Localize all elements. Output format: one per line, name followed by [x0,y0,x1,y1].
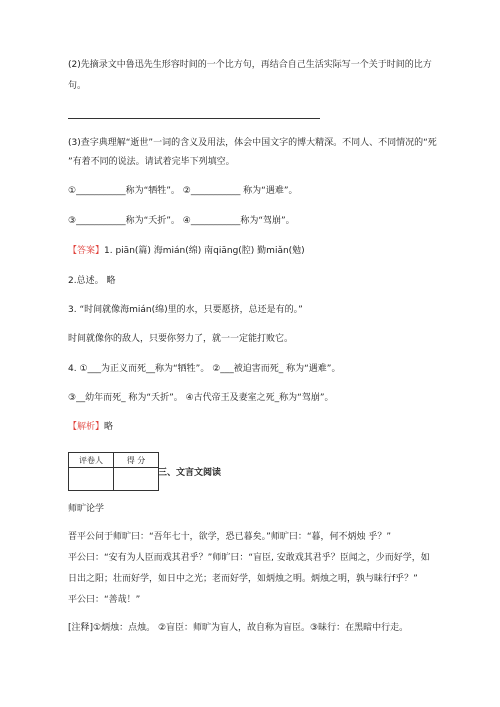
score-table-score-cell [114,468,159,491]
passage-line3: 日出之阳；壮而好学，如日中之光；老而好学，如炳烛之明。炳烛之明，孰与昧行f乎？” [68,574,418,584]
q2-line1: (2)先摘录文中鲁迅先生形容时间的一个比方句，再结合自己生活实际写一个关于时间的比方 [68,60,432,70]
answer-text1: 1. piān(篇) 海mián(绵) 南qiāng(腔) 勤miǎn(勉) [104,246,305,256]
analysis-label: 【解析】 [68,422,105,432]
answer-line2: 2.总述。 略 [68,276,116,286]
q3-fill-row2: ③___________称为“夭折”。 ④___________称为“驾崩”。 [68,216,295,226]
answer-line6: ③__幼年而死_ 称为“夭折”。 ④古代帝王及妻室之死_称为“驾崩”。 [68,393,334,403]
answer-line3: 3. “时间就像海mián(绵)里的水，只要愿挤，总还是有的。” [68,305,303,315]
passage-title: 师旷论学 [68,504,105,514]
answer-line5: 4. ①___为正义而死__称为“牺牲”。 ②___被迫害而死_ 称为“遇难”。 [68,364,341,374]
score-table [68,452,159,491]
score-table-grader-cell [69,468,114,491]
q3-fill-row1: ①___________称为“牺牲”。 ②___________ 称为“遇难”。 [68,186,298,196]
score-table-grader-header: 评卷人 [69,453,114,468]
answer-line4: 时间就像你的敌人，只要你努力了，就一一定能打败它。 [68,334,294,344]
q3-line2: ”有着不同的说法。请试着完毕下列填空。 [68,157,235,167]
section-title: 三、文言文阅读 [158,468,222,478]
q3-line1: (3)查字典理解“逝世”一词的含义及用法，体会中国文字的博大精深。不同人、不同情况的“死 [68,138,437,148]
answer-line1 [68,245,305,257]
score-table-score-header: 得 分 [114,453,159,468]
passage-note: [注释]①炳烛：点烛。 ②盲臣：师旷为盲人，故自称为盲臣。③昧行：在黑暗中行走。 [68,623,409,633]
answer-label: 【答案】 [68,246,105,256]
passage-line4: 平公曰：“善哉！” [68,595,141,605]
analysis-line [68,421,113,433]
passage-line1: 晋平公问于师旷曰：“吾年七十，欲学，恐已暮矣。”师旷曰：“暮，何不炳烛 乎？” [68,532,392,542]
analysis-text: 略 [104,422,114,432]
answer-line [68,118,320,119]
passage-line2: 平公曰：“安有为人臣而戏其君乎？”师旷曰：“盲臣, 安敢戏其君乎？臣闻之，少而好学，如 [68,553,430,563]
q2-line2: 句。 [68,81,87,91]
